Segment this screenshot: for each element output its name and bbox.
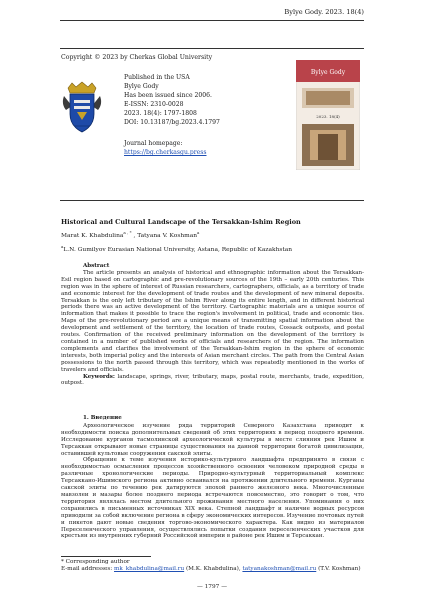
affiliation-text: L.N. Gumilyov Eurasian National University, Astana, Republic of Kazakhstan: [63, 247, 293, 253]
meta-bottom-rule: [60, 200, 364, 201]
author-name: Tatyana V. Koshman: [137, 233, 198, 239]
author-marker: a: [197, 230, 200, 236]
header-rule: [60, 20, 364, 21]
coat-of-arms-icon: [60, 80, 104, 136]
affiliation: [61, 244, 293, 253]
journal-cover-image: [296, 60, 360, 170]
abstract-text: The article presents an analysis of historical and ethnographic information about the Tersakkan-Esil region based on cartographic and pre-revolutionary sources of the 19th – early 20th centuries. This region was in the sphere of interest of Russian researchers, cartographers, officials, as a territory of trade and economic interest for the development of trade routes and the development of new mineral deposits. Tersakkan is the only left tributary of the Ishim River along its entire length, and in different historical periods there was an active development of the territory. Cartographic materials are a unique source of information that makes it possible to trace the region's involvement in political, trade and economic ties. Maps of the pre-revolutionary period are a unique means of transmitting spatial information about the development and settlement of the territory, the location of trade routes, Cossack outposts, and postal routes. Confirmation of the received preliminary information on the development of the territory is contained in a number of published works of officials and researchers of the region. The information complements and clarifies the involvement of the Tersakkan-Ishim region in the sphere of economic interests, both imperial policy and the interests of Asian merchant circles. The path from the Central Asian possessions to the north passed through this territory, which was repeatedly mentioned in the works of travelers and officials.: [61, 269, 364, 373]
journal-homepage-label: Journal homepage:: [124, 140, 183, 147]
introduction-paragraph: Обращение к теме изучения историко-культурного ландшафта предпринято в связи с необходимостью осмысления процессов хозяйственного освоения человеком природной среды в различные хронологические периоды. Природно-культурный территориальный комплекс Терсаккано-Ишимского региона активно осваивался на протяжении длительного времени. Курганы сакской элиты по течению рек датируются эпохой раннего железного века. Многочисленные мавзолеи и мазары более позднего периода встречаются повсеместно, это говорит о том, что территория являлась местом длительного проживания местного населения. Упоминания о них сохранились в письменных источниках XIX века. Степной ландшафт и наличие водных ресурсов приводили за собой включение региона в сферу экономических интересов. Изучение почтовых путей и пикетов дают новые сведения торгово-экономического характера. Как видно из материалов Переселенческого управления, осуществлялись попытки создания переселенческих участков для крестьян из внутренних губерний Российской империи в районе рек Ишим и Терсаккан.: [61, 457, 364, 540]
email-link[interactable]: tatyanakoshman@mail.ru: [242, 566, 317, 573]
article-title: Historical and Cultural Landscape of the Tersakkan-Ishim Region: [61, 218, 301, 226]
publication-meta: [124, 74, 220, 127]
cover-title: Bylye Gody: [310, 69, 346, 76]
meta-line: E-ISSN: 2310-0028: [124, 100, 184, 108]
corresponding-author-note: * Corresponding author: [61, 559, 130, 565]
email-label: E-mail addresses:: [61, 566, 115, 573]
footnote-rule: [61, 556, 151, 557]
meta-line: DOI: 10.13187/bg.2023.4.1797: [124, 118, 220, 126]
email-owner: (T.V. Koshman): [316, 566, 361, 573]
journal-homepage-link[interactable]: https://bg.cherkasgu.press: [124, 148, 207, 156]
introduction-paragraph: Археологическое изучение ряда территорий Северного Казахстана приводит к необходимости поиска дополнительных сведений об этих территориях в период позднего времени. Исследование курганов тасмолинской археологической культуры в месте слияния рек Ишим и Терсаккан открывают новые страницы существования на данной территории богатой цивилизации, оставившей культовые сооружения сакской элиты.: [61, 422, 364, 457]
copyright-line: Copyright © 2023 by Cherkas Global University: [61, 54, 213, 61]
footnotes: [61, 559, 361, 574]
abstract-heading: Abstract: [83, 263, 110, 269]
cover-issue: 2023. 18(4): [316, 114, 340, 119]
keywords-label: Keywords:: [83, 373, 115, 380]
meta-line: 2023. 18(4): 1797-1808: [124, 109, 197, 117]
keywords: [61, 374, 364, 388]
email-addresses: [61, 566, 361, 573]
keywords-text: landscape, springs, river, tributary, maps, postal route, merchants, trade, expedition, outpost.: [61, 373, 364, 387]
email-link[interactable]: mk_khabdulina@mail.ru: [114, 566, 185, 573]
abstract-section: [61, 263, 364, 387]
introduction-section: [61, 415, 364, 540]
introduction-heading: 1. Введение: [83, 415, 122, 421]
page-number: — 1797 —: [196, 584, 228, 590]
author-name: Marat K. Khabdulina: [61, 233, 124, 239]
author-marker: a , *: [123, 230, 132, 236]
meta-line: Published in the USA: [124, 74, 190, 81]
affiliation-marker: a: [61, 244, 64, 250]
running-header: Bylye Gody. 2023. 18(4): [284, 8, 364, 16]
author-list: [61, 230, 200, 239]
meta-line: Has been issued since 2006.: [124, 91, 212, 99]
author-separator: ,: [131, 233, 138, 239]
meta-line: Bylye Gody: [124, 82, 159, 90]
journal-homepage: [124, 140, 207, 158]
meta-top-rule: [60, 48, 364, 49]
email-owner: (M.K. Khabdulina),: [184, 566, 243, 573]
